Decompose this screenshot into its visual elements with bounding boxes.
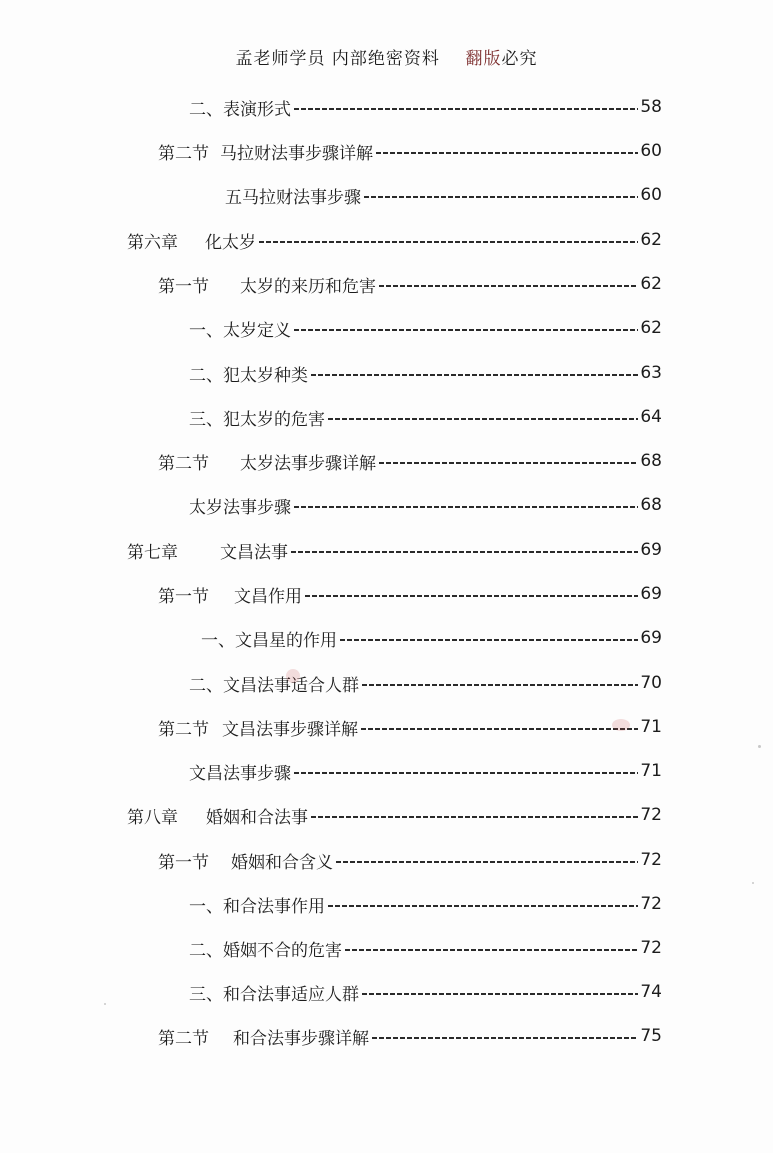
toc-dot-leader xyxy=(328,905,638,907)
toc-entry[interactable] xyxy=(189,358,662,388)
toc-entry-number: 第二节 xyxy=(158,453,209,474)
toc-entry-title: 文昌作用 xyxy=(234,586,302,607)
toc-entry-title: 婚姻和合含义 xyxy=(231,852,333,873)
red-stamp-smudge xyxy=(612,719,630,731)
toc-dot-leader xyxy=(345,949,638,951)
toc-entry-page-number: 63 xyxy=(640,363,662,383)
toc-entry-page-number: 74 xyxy=(640,982,662,1002)
toc-entry-number: 第一节 xyxy=(158,852,209,873)
toc-entry-number: 一、 xyxy=(201,630,235,651)
toc-dot-leader xyxy=(311,374,638,376)
toc-entry[interactable] xyxy=(201,623,662,653)
toc-dot-leader xyxy=(305,595,638,597)
toc-dot-leader xyxy=(294,108,638,110)
toc-entry-page-number: 72 xyxy=(640,894,662,914)
toc-entry-number: 二、 xyxy=(189,675,223,696)
header-text: 孟老师学员 内部绝密资料 xyxy=(235,49,440,69)
toc-entry-number: 第二节 xyxy=(158,719,209,740)
toc-entry-page-number: 69 xyxy=(640,628,662,648)
toc-entry-title: 五马拉财法事步骤 xyxy=(225,187,361,208)
toc-entry[interactable] xyxy=(189,933,662,963)
toc-dot-leader xyxy=(361,728,638,730)
toc-entry-page-number: 68 xyxy=(640,495,662,515)
toc-entry[interactable] xyxy=(158,136,662,166)
toc-entry-page-number: 60 xyxy=(640,141,662,161)
toc-entry-page-number: 69 xyxy=(640,540,662,560)
toc-entry[interactable] xyxy=(158,579,662,609)
toc-entry-number: 二、 xyxy=(189,365,223,386)
toc-entry-title: 犯太岁种类 xyxy=(223,365,308,386)
toc-entry-number: 第六章 xyxy=(127,232,178,253)
toc-dot-leader xyxy=(291,551,638,553)
toc-entry-title: 和合法事作用 xyxy=(223,896,325,917)
toc-entry-number: 第一节 xyxy=(158,586,209,607)
toc-entry[interactable] xyxy=(158,712,662,742)
toc-entry-number: 三、 xyxy=(189,984,223,1005)
header-stamp-word: 翻版 xyxy=(465,49,502,69)
toc-entry-title: 太岁法事步骤详解 xyxy=(240,453,376,474)
toc-entry[interactable] xyxy=(127,800,662,830)
toc-entry-page-number: 64 xyxy=(640,407,662,427)
red-stamp-smudge xyxy=(286,669,300,683)
toc-dot-leader xyxy=(294,772,638,774)
toc-entry-title: 和合法事适应人群 xyxy=(223,984,359,1005)
toc-dot-leader xyxy=(259,241,638,243)
toc-entry[interactable] xyxy=(158,845,662,875)
toc-dot-leader xyxy=(311,816,638,818)
toc-entry[interactable] xyxy=(225,180,662,210)
toc-entry-title: 文昌法事 xyxy=(220,542,288,563)
toc-entry[interactable] xyxy=(189,668,662,698)
toc-entry[interactable] xyxy=(189,756,662,786)
toc-entry-page-number: 62 xyxy=(640,318,662,338)
toc-entry-title: 婚姻和合法事 xyxy=(206,807,308,828)
toc-dot-leader xyxy=(364,196,638,198)
toc-entry-number: 一、 xyxy=(189,320,223,341)
header-suffix: 必究 xyxy=(501,49,538,69)
toc-entry-page-number: 68 xyxy=(640,451,662,471)
toc-entry-title: 犯太岁的危害 xyxy=(223,409,325,430)
toc-entry[interactable] xyxy=(158,1021,662,1051)
toc-entry-title: 太岁的来历和危害 xyxy=(240,276,376,297)
toc-dot-leader xyxy=(379,285,638,287)
toc-entry[interactable] xyxy=(189,977,662,1007)
toc-entry-page-number: 71 xyxy=(640,761,662,781)
toc-entry-title: 马拉财法事步骤详解 xyxy=(220,143,373,164)
toc-entry-page-number: 75 xyxy=(640,1026,662,1046)
toc-entry[interactable] xyxy=(189,313,662,343)
toc-entry-title: 太岁定义 xyxy=(223,320,291,341)
toc-dot-leader xyxy=(372,1037,638,1039)
toc-entry-page-number: 58 xyxy=(640,97,662,117)
toc-dot-leader xyxy=(362,684,638,686)
toc-entry-title: 和合法事步骤详解 xyxy=(233,1028,369,1049)
toc-entry-number: 第一节 xyxy=(158,276,209,297)
toc-entry-number: 第二节 xyxy=(158,1028,209,1049)
toc-entry-number: 第二节 xyxy=(158,143,209,164)
toc-entry[interactable] xyxy=(189,92,662,122)
toc-entry-page-number: 72 xyxy=(640,938,662,958)
toc-entry-number: 二、 xyxy=(189,99,223,120)
toc-entry[interactable] xyxy=(189,402,662,432)
toc-entry-title: 太岁法事步骤 xyxy=(189,497,291,518)
scan-speck xyxy=(752,882,754,884)
toc-entry-page-number: 71 xyxy=(640,717,662,737)
toc-entry-number: 一、 xyxy=(189,896,223,917)
toc-entry-page-number: 70 xyxy=(640,673,662,693)
toc-entry-title: 文昌法事适合人群 xyxy=(223,675,359,696)
toc-entry-title: 化太岁 xyxy=(205,232,256,253)
toc-entry[interactable] xyxy=(127,535,662,565)
toc-dot-leader xyxy=(376,152,638,154)
toc-entry-title: 表演形式 xyxy=(223,99,291,120)
toc-entry-number: 第八章 xyxy=(127,807,178,828)
toc-entry-page-number: 69 xyxy=(640,584,662,604)
toc-entry-page-number: 72 xyxy=(640,805,662,825)
toc-entry[interactable] xyxy=(127,225,662,255)
toc-entry-number: 第七章 xyxy=(127,542,178,563)
toc-entry-page-number: 62 xyxy=(640,274,662,294)
toc-entry-page-number: 72 xyxy=(640,850,662,870)
toc-entry-page-number: 60 xyxy=(640,185,662,205)
toc-entry[interactable] xyxy=(158,269,662,299)
toc-dot-leader xyxy=(362,993,638,995)
toc-entry-title: 婚姻不合的危害 xyxy=(223,940,342,961)
toc-entry-title: 文昌法事步骤详解 xyxy=(222,719,358,740)
scan-speck xyxy=(104,1003,106,1005)
toc-entry-number: 三、 xyxy=(189,409,223,430)
toc-dot-leader xyxy=(379,462,638,464)
toc-dot-leader xyxy=(336,861,638,863)
toc-entry[interactable] xyxy=(189,490,662,520)
toc-entry-title: 文昌星的作用 xyxy=(235,630,337,651)
toc-entry-title: 文昌法事步骤 xyxy=(189,763,291,784)
toc-dot-leader xyxy=(328,418,638,420)
toc-entry-number: 二、 xyxy=(189,940,223,961)
scan-speck xyxy=(758,745,761,748)
toc-entry[interactable] xyxy=(189,889,662,919)
toc-dot-leader xyxy=(340,639,638,641)
toc-entry-page-number: 62 xyxy=(640,230,662,250)
toc-dot-leader xyxy=(294,329,638,331)
toc-dot-leader xyxy=(294,506,638,508)
toc-entry[interactable] xyxy=(158,446,662,476)
